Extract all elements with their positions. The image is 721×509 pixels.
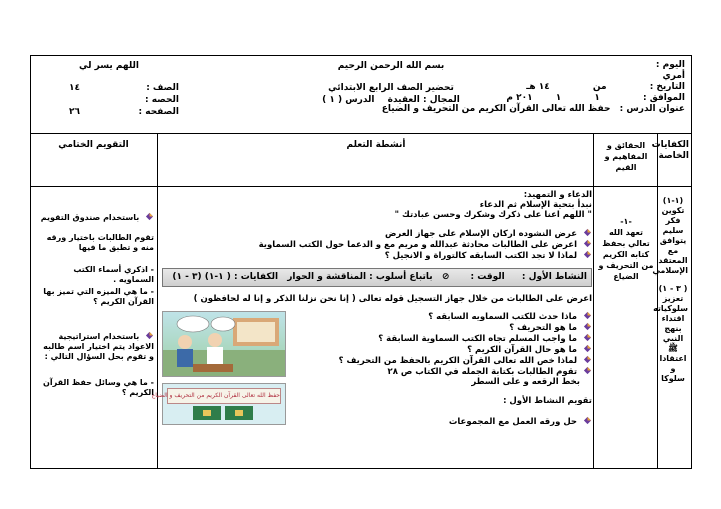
list-item: باستخدام صندوق التقويم <box>36 212 154 223</box>
date-row: التاريخ : من ١٤ هـ <box>526 82 685 92</box>
activity-eval-title: تقويم النشاط الأول : <box>503 396 592 406</box>
grade-row: الصف : ١٤ <box>69 83 179 93</box>
list-item: لماذا خص الله تعالى القرآن الكريم بالحفظ من التحريف ؟ <box>339 355 592 366</box>
bullet-icon <box>583 355 592 364</box>
agree-row: الموافق : ١ ١ ٢٠١ م <box>506 93 685 103</box>
bullet-icon <box>583 333 592 342</box>
header-info-left <box>39 60 179 118</box>
classroom-icon <box>163 312 285 376</box>
bullet-icon <box>583 344 592 353</box>
col-facts-head: الحقائق و المفاهيم و القيم <box>604 141 648 172</box>
list-item: اعرض على الطالبات محادثة عبدالله و مريم مع و الدعما حول الكتب السماوية <box>259 239 592 250</box>
col-activities-head: أنشطة التعلم <box>346 140 406 150</box>
col-competencies-head: الكفايات الخاصة <box>651 140 689 161</box>
activities-column <box>151 190 592 468</box>
col-divider-2 <box>593 133 594 468</box>
list-item: ما واجب المسلم تجاه الكتب السماوية السابقة ؟ <box>378 333 592 344</box>
bullet-icon <box>583 239 592 248</box>
dua: اللهم يسر لي <box>78 61 140 71</box>
facts-column: -١- تعهد الله تعالي بحفظ كتابه الكريم من التحريف و الضياع <box>598 217 654 281</box>
mushaf-illustration <box>151 383 286 425</box>
period-row: الحصه : <box>144 95 179 105</box>
bullet-icon <box>583 416 592 425</box>
list-item: - ما هي الميزه التي تميز بها القرآن الكريم ؟ <box>43 287 154 306</box>
day-label: اليوم : <box>655 60 685 70</box>
eval-instruction: تقوم الطالبات باختيار ورقه منه و تطبق ما فيها <box>46 233 154 252</box>
intro-line-2: " اللهم اعنا على ذكرك وشكرك وحسن عبادتك " <box>394 210 592 220</box>
lesson-title-row: عنوان الدرس : حفظ الله تعالى القرآن الكريم من التحريف و الضياع <box>381 104 685 114</box>
col-divider-3 <box>157 133 158 468</box>
list-item: عرض النشوده اركان الإسلام على جهاز العرض <box>385 228 592 239</box>
list-item: - اذكري أسماء الكتب السماويه . <box>73 265 154 284</box>
page-row: الصفحه : ٢٦ <box>69 107 179 117</box>
display-instruction: اعرض على الطالبات من خلال جهاز التسجيل قوله تعالى ( إنا نحن نزلنا الذكر و إنا له لحافظون ) <box>193 294 592 304</box>
evaluation-column <box>36 212 154 398</box>
amri-label: أمري <box>662 71 685 81</box>
bullet-icon <box>583 250 592 259</box>
mushaf-caption: حفظ الله تعالى القرآن الكريم من التحريف و الضياع <box>167 388 281 404</box>
writing-note: بخط الرقعه و على السطر <box>471 377 580 387</box>
competency-2: تعزيز سلوكياته اقتداء بنهج النبي ﷺ اعتقادا و سلوكا <box>653 294 688 383</box>
bullet-icon <box>583 322 592 331</box>
list-item: حل ورقه العمل مع المجموعات <box>449 416 592 427</box>
clock-icon: ⊘ <box>441 272 450 282</box>
lesson-plan-sheet <box>30 55 692 469</box>
basmala: بسم الله الرحمن الرحيم <box>337 61 445 71</box>
colhead-divider <box>31 186 691 187</box>
bullet-icon <box>583 228 592 237</box>
header-center <box>241 60 541 106</box>
activity-banner: النشاط الأول : الوقت : ⊘ باتباع أسلوب : المناقشة و الحوار الكفايات : ( ١-١) (٣ - ١) <box>162 268 592 287</box>
intro-line-1: نبدأ بتحية الإسلام ثم الدعاء <box>479 200 592 210</box>
list-item: ماذا حدث للكتب السماويه السابقه ؟ <box>428 311 592 322</box>
bullet-icon <box>145 331 154 340</box>
col-evaluation-head: التقويم الختامي <box>58 140 129 150</box>
book-icon <box>163 404 285 422</box>
classroom-illustration <box>162 311 286 377</box>
intro-title: الدعاء و التمهيد: <box>523 190 592 200</box>
list-item: ما هو حال القرآن الكريم ؟ <box>467 344 592 355</box>
list-item: تقوم الطالبات بكتابة الجمله في الكتاب ص ٢٨ <box>388 366 592 377</box>
header-divider <box>31 133 691 134</box>
bullet-icon <box>583 366 592 375</box>
fact-text: تعهد الله تعالي بحفظ كتابه الكريم من التحريف و الضياع <box>598 228 654 281</box>
prep-title: تحضير الصف الرابع الابتدائي <box>328 83 454 93</box>
list-item: - ما هي وسائل حفظ القرآن الكريم ؟ <box>43 378 154 397</box>
domain-row: المجال : العقيدة الدرس ( ١ ) <box>322 95 460 105</box>
list-item: باستخدام استراتيجية الاعواد يتم اختيار اسم طالبه و تقوم بحل السؤال التالي : <box>43 332 154 361</box>
bullet-icon <box>145 212 154 221</box>
bullet-icon <box>583 311 592 320</box>
competencies-column: (١-١) تكوين فكر سليم يتوافق مع المعتقد الإسلامي ( ٣ - ١) تعزيز سلوكياته اقتداء بنهج النبي ﷺ اعتقادا و سلوكا <box>652 196 688 383</box>
competency-1: تكوين فكر سليم يتوافق مع المعتقد الإسلامي <box>652 206 688 275</box>
list-item: ما هو التحريف ؟ <box>509 322 592 333</box>
list-item: لماذا لا تجد الكتب السابقه كالتوراة و الانجيل ؟ <box>385 250 592 261</box>
